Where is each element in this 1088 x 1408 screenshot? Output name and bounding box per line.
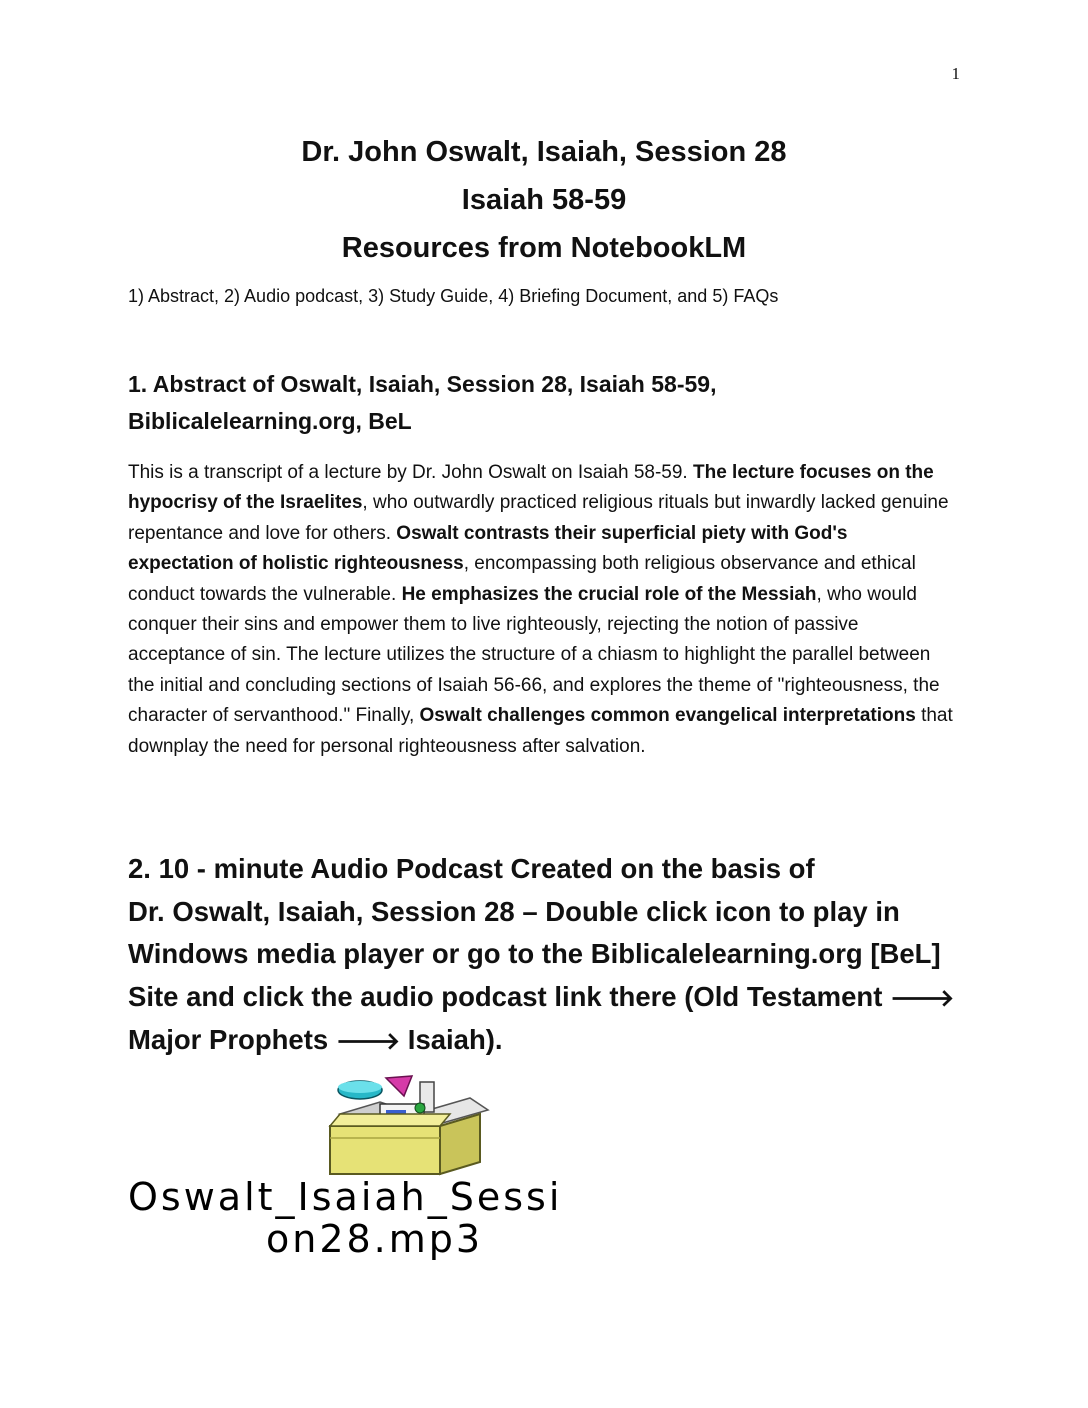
abstract-text: This is a transcript of a lecture by Dr. John Oswalt on Isaiah 58-59. — [128, 462, 693, 483]
title-line-1: Dr. John Oswalt, Isaiah, Session 28 — [301, 136, 787, 168]
arrow-right-icon: 🡒 — [890, 983, 955, 1012]
document-title — [0, 128, 1088, 272]
abstract-heading-line-1: 1. Abstract of Oswalt, Isaiah, Session 28, Isaiah 58-59, — [128, 371, 717, 397]
podcast-heading-line-5 — [128, 1019, 968, 1063]
abstract-bold: Oswalt challenges common evangelical interpretations — [419, 705, 916, 727]
page-number: 1 — [951, 64, 960, 83]
podcast-heading-text: Site and click the audio podcast link there (Old Testament — [128, 980, 891, 1012]
title-line-2: Isaiah 58-59 — [461, 184, 627, 216]
abstract-text: that downplay the need for personal righteousness after salvation. — [128, 705, 953, 757]
abstract-text: , who would conquer their sins and empower them to live righteously, rejecting the notion of passive acceptance of sin. The lecture utilizes the structure of a chiasm to highlight the parallel between the initial and concluding sections of Isaiah 56-66, and explores the theme of "righteousness, the character of servanthood." Finally, — [128, 583, 940, 727]
media-file-label[interactable] — [128, 1176, 688, 1260]
media-package-icon[interactable] — [320, 1074, 500, 1180]
abstract-bold: Oswalt contrasts their superficial piety with God's expectation of holistic righteousness — [128, 522, 848, 575]
podcast-heading-line-2: Dr. Oswalt, Isaiah, Session 28 – Double click icon to play in — [128, 895, 900, 927]
abstract-paragraph — [128, 458, 958, 762]
podcast-heading-line-4 — [128, 976, 968, 1020]
abstract-bold: The lecture focuses on the hypocrisy of the Israelites — [128, 462, 934, 514]
abstract-bold: He emphasizes the crucial role of the Messiah — [401, 583, 817, 605]
title-line-3: Resources from NotebookLM — [341, 232, 747, 264]
abstract-text: , encompassing both religious observance and ethical conduct towards the vulnerable. — [128, 553, 916, 605]
contents-line: 1) Abstract, 2) Audio podcast, 3) Study Guide, 4) Briefing Document, and 5) FAQs — [128, 286, 779, 306]
file-label-line-2: on28.mp3 — [266, 1217, 484, 1261]
podcast-heading-line-3: Windows media player or go to the Biblicalelearning.org [BeL] — [128, 938, 941, 969]
arrow-right-icon: 🡒 — [335, 1027, 401, 1055]
podcast-heading-text: Major Prophets — [128, 1024, 336, 1055]
podcast-heading-text: Isaiah). — [400, 1024, 503, 1055]
podcast-heading — [128, 848, 968, 1063]
file-label-line-1: Oswalt_Isaiah_Sessi — [128, 1175, 563, 1219]
abstract-text: , who outwardly practiced religious rituals but inwardly lacked genuine repentance and love for others. — [128, 492, 949, 544]
podcast-heading-line-1: 2. 10 - minute Audio Podcast Created on the basis of — [128, 853, 815, 884]
abstract-heading-line-2: Biblicalelearning.org, BeL — [128, 408, 412, 434]
abstract-heading — [128, 366, 968, 440]
